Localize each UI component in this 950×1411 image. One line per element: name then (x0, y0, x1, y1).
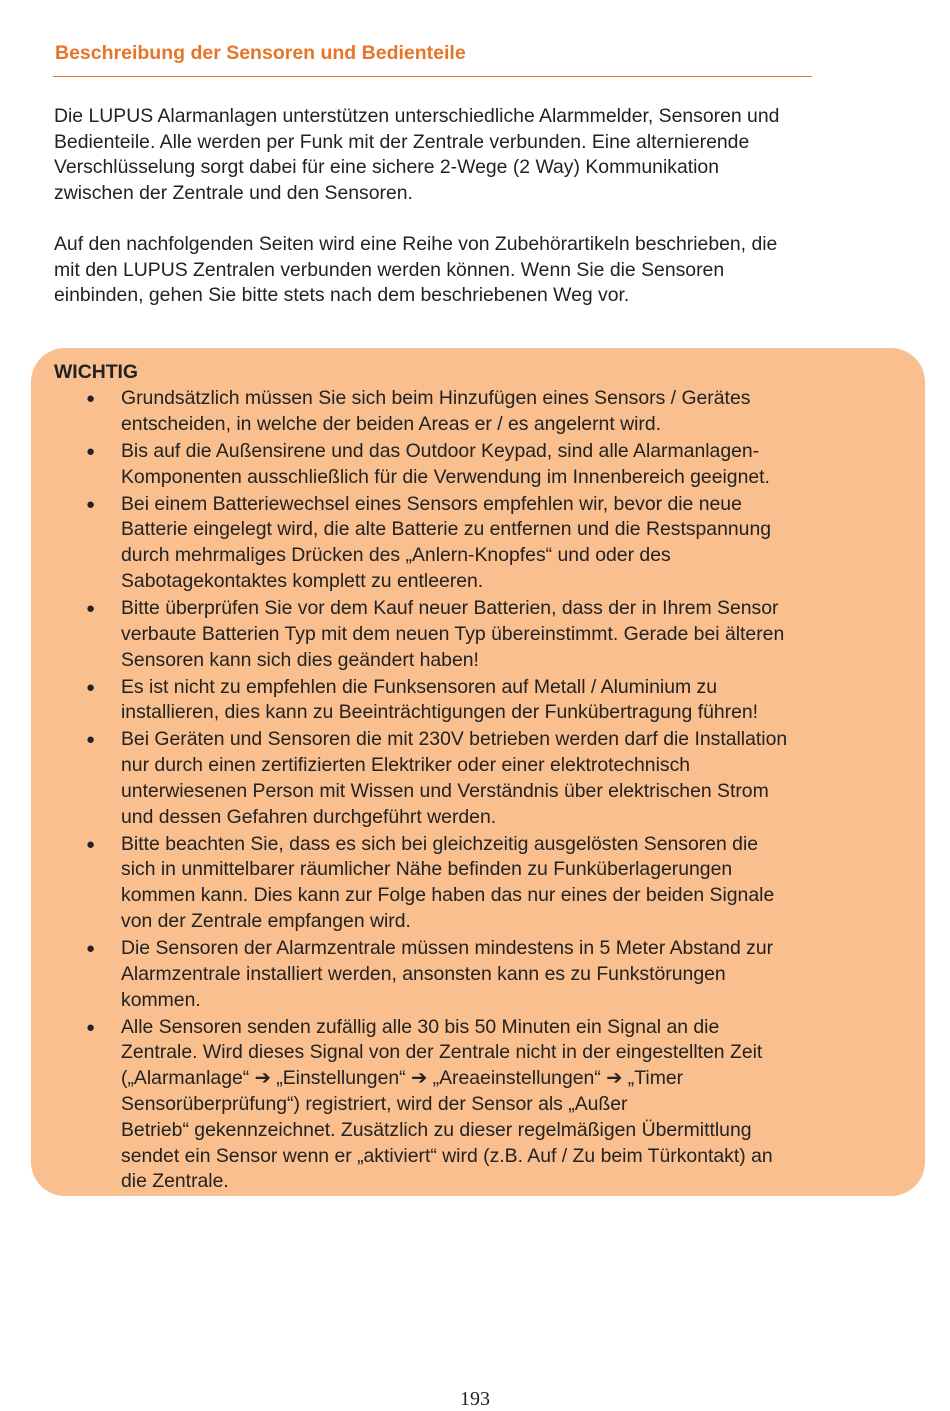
bullet-icon: ● (86, 1018, 96, 1036)
bullet-icon: ● (86, 390, 96, 407)
list-item-text: Bei Geräten und Sensoren die mit 230V betrieben werden darf die Installation nur durch einen zertifizierten Elektriker oder einer elektrotechnisch unterwiesenen Person mit Wissen und Verständnis über elektrischen Strom und dessen Gefahren durchgeführt werden. (121, 728, 788, 828)
page-number: 193 (460, 1388, 490, 1410)
bullet-icon: ● (86, 495, 96, 513)
section-heading: Beschreibung der Sensoren und Bedienteile (55, 42, 466, 64)
list-item (0, 1015, 950, 1196)
list-item-text: Grundsätzlich müssen Sie sich beim Hinzufügen eines Sensors / Gerätes entscheiden, in welche der beiden Areas er / es angelernt wird. (121, 387, 751, 435)
heading-divider (53, 76, 812, 77)
list-item-text: Es ist nicht zu empfehlen die Funksensoren auf Metall / Aluminium zu installieren, dies kann zu Beeinträchtigungen der Funkübertragung führen! (121, 675, 759, 724)
bullet-icon: ● (86, 599, 96, 617)
list-item (0, 675, 950, 727)
notice-title: WICHTIG (54, 361, 139, 383)
list-item (0, 727, 950, 830)
bullet-icon: ● (86, 678, 96, 696)
list-item (0, 596, 950, 673)
list-item (0, 439, 950, 491)
list-item (0, 386, 950, 438)
notice-list (0, 386, 950, 1196)
list-item-text: Alle Sensoren senden zufällig alle 30 bis 50 Minuten ein Signal an die Zentrale. Wird dieses Signal von der Zentrale nicht in der eingestellten Zeit („Alarmanlage“ ➔ „Einstellungen“ ➔ „Areaeinstellungen“ ➔ „Timer Sensorüberprüfung“) registriert, wird der Sensor als „Außer Betrieb“ gekennzeichnet. Zusätzlich zu dieser regelmäßigen Übermittlung sendet ein Sensor wenn er „aktiviert“ wird (z.B. Auf / Zu beim Türkontakt) an die Zentrale. (121, 1015, 773, 1193)
list-item-text: Bitte überprüfen Sie vor dem Kauf neuer Batterien, dass der in Ihrem Sensor verbaute Batterien Typ mit dem neuen Typ übereinstimmt. Gerade bei älteren Sensoren kann sich dies geändert haben! (121, 596, 785, 671)
list-item-text: Die Sensoren der Alarmzentrale müssen mindestens in 5 Meter Abstand zur Alarmzentrale installiert werden, ansonsten kann es zu Funkstörungen kommen. (121, 937, 774, 1011)
list-item (0, 492, 950, 595)
list-item (0, 832, 950, 935)
list-item (0, 936, 950, 1013)
list-item-text: Bis auf die Außensirene und das Outdoor Keypad, sind alle Alarmanlagen- Komponenten ausschließlich für die Verwendung im Innenbereich geeignet. (121, 439, 770, 488)
intro-paragraph: Die LUPUS Alarmanlagen unterstützen unterschiedliche Alarmmelder, Sensoren und Bedienteile. Alle werden per Funk mit der Zentrale verbunden. Eine alternierende Verschlüsselung sorgt dabei für eine sichere 2-Wege (2 Way) Kommunikation zwischen der Zentrale und den Sensoren. (54, 105, 780, 204)
bullet-icon: ● (86, 940, 96, 958)
bullet-icon: ● (86, 442, 96, 460)
bullet-icon: ● (86, 731, 96, 749)
accessories-paragraph: Auf den nachfolgenden Seiten wird eine Reihe von Zubehörartikeln beschrieben, die mit den LUPUS Zentralen verbunden werden können. Wenn Sie die Sensoren einbinden, gehen Sie bitte stets nach dem beschriebenen Weg vor. (54, 233, 778, 307)
list-item-text: Bei einem Batteriewechsel eines Sensors empfehlen wir, bevor die neue Batterie eingelegt wird, die alte Batterie zu entfernen und die Restspannung durch mehrmaliges Drücken des „Anlern-Knopfes“ und oder des Sabotagekontaktes komplett zu entleeren. (121, 492, 772, 592)
bullet-icon: ● (86, 835, 96, 853)
list-item-text: Bitte beachten Sie, dass es sich bei gleichzeitig ausgelösten Sensoren die sich in unmittelbarer räumlicher Nähe befinden zu Funküberlagerungen kommen kann. Dies kann zur Folge haben das nur eines der beiden Signale von der Zentrale empfangen wird. (121, 832, 775, 933)
